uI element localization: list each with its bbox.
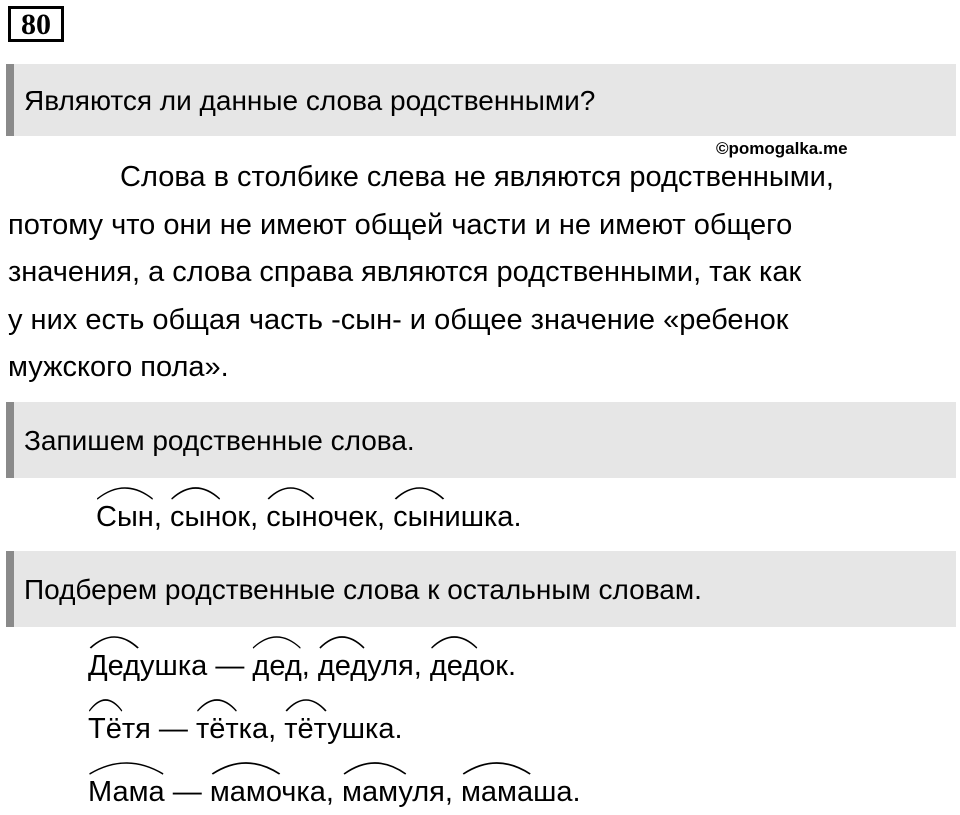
question-text: Являются ли данные слова родственными? — [24, 85, 596, 116]
answer-line-5: мужского пола». — [8, 351, 229, 383]
word-dedulya: дедуля — [318, 646, 414, 686]
word-synochek: сыночек — [266, 497, 377, 537]
word-tyotka: тётка — [196, 709, 268, 749]
word-family-grandpa: Дедушка — дед, дедуля, дедок. — [88, 646, 516, 686]
task-number: 80 — [8, 6, 64, 42]
word-dedushka: Дедушка — [88, 646, 207, 686]
answer-line-4: у них есть общая часть -сын- и общее значение «ребенок — [8, 303, 789, 336]
word-dedok: дедок — [430, 646, 508, 686]
word-synishka: сынишка — [393, 497, 513, 537]
answer-paragraph — [8, 154, 928, 392]
word-ded: дед — [252, 646, 301, 686]
word-synok: сынок — [170, 497, 250, 537]
word-syn: Сын — [96, 497, 154, 537]
word-mama: Мама — [88, 772, 165, 812]
word-family-aunt: Тётя — тётка, тётушка. — [88, 709, 403, 749]
instruction-text-1: Запишем родственные слова. — [24, 425, 415, 456]
answer-line-3: значения, а слова справа являются родственными, так как — [8, 256, 802, 288]
answer-line-2: потому что они не имеют общей части и не имеют общего — [8, 208, 793, 241]
instruction-bar-1 — [6, 402, 956, 478]
watermark: ©pomogalka.me — [716, 139, 848, 158]
word-tyotushka: тётушка — [284, 709, 394, 749]
word-mamasha: мамаша — [461, 772, 573, 812]
instruction-bar-2 — [6, 551, 956, 627]
word-mamochka: мамочка — [210, 772, 326, 812]
answer-line-1: Слова в столбике слева не являются родственными, — [120, 161, 834, 193]
word-tyotya: Тётя — [88, 709, 151, 749]
word-family-sons: Сын, сынок, сыночек, сынишка. — [96, 497, 522, 537]
question-bar — [6, 64, 956, 136]
word-mamulya: мамуля — [342, 772, 445, 812]
word-family-mom: Мама — мамочка, мамуля, мамаша. — [88, 772, 581, 812]
instruction-text-2: Подберем родственные слова к остальным словам. — [24, 574, 702, 605]
